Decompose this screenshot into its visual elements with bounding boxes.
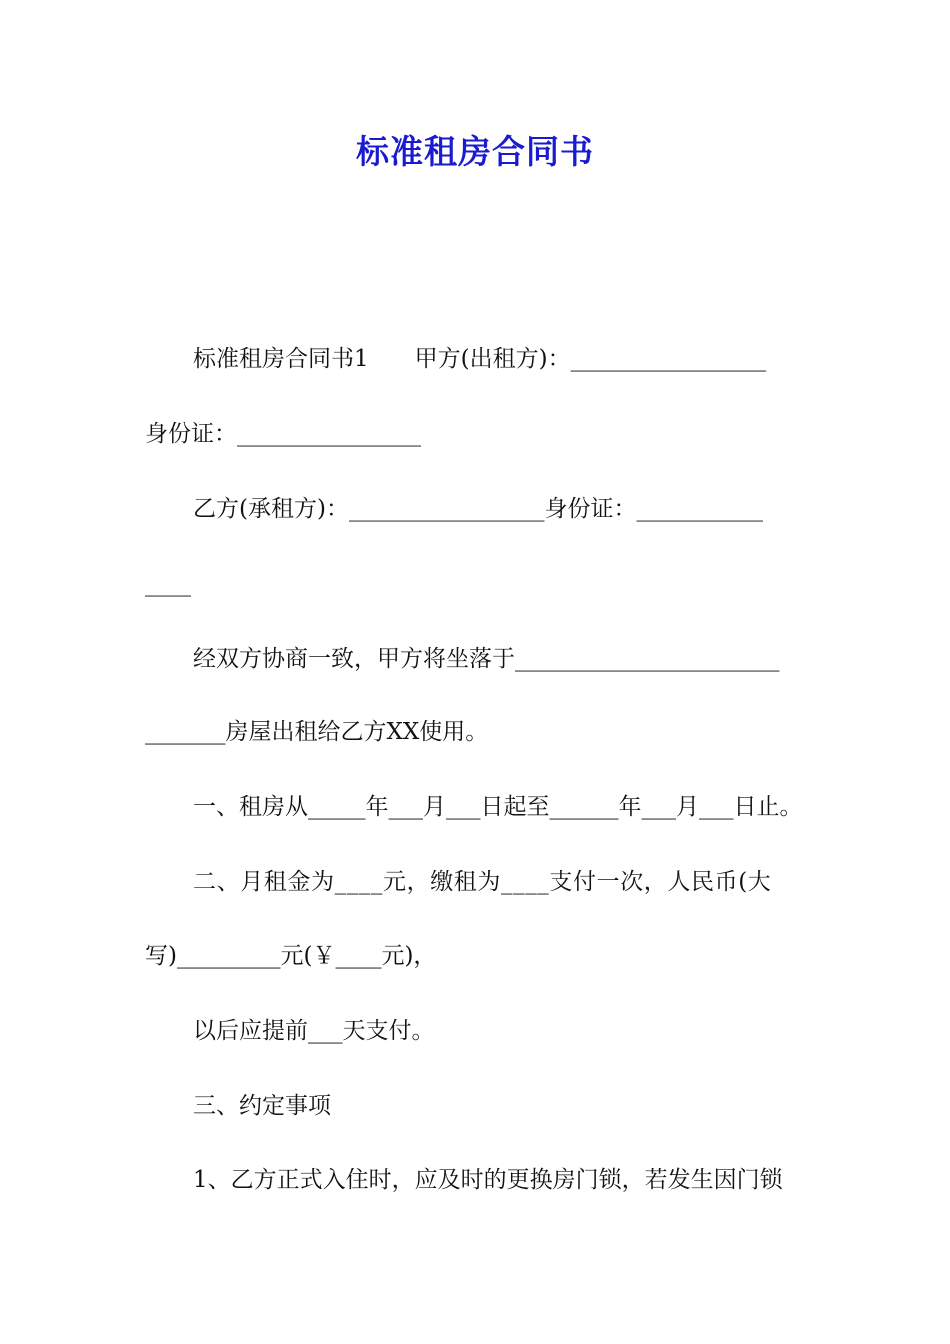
- party-b-id-continuation: ____: [145, 571, 191, 597]
- document-title: 标准租房合同书: [356, 132, 594, 171]
- clause-3-item-1: 1、乙方正式入住时，应及时的更换房门锁，若发生因门锁: [193, 1167, 783, 1193]
- property-usage-line: _______房屋出租给乙方XX使用。: [145, 719, 489, 745]
- property-location-line: 经双方协商一致，甲方将坐落于_______________________: [193, 646, 780, 672]
- clause-2-payment-advance: 以后应提前___天支付。: [193, 1018, 435, 1044]
- clause-3-heading: 三、约定事项: [193, 1093, 331, 1119]
- party-a-line: 标准租房合同书1 甲方(出租方)：_________________: [193, 346, 767, 372]
- party-b-line: 乙方(承租方)：_________________身份证：___________: [193, 496, 763, 522]
- party-a-id-line: 身份证：________________: [145, 421, 421, 447]
- clause-1-lease-term: 一、租房从_____年___月___日起至______年___月___日止。: [193, 794, 803, 820]
- clause-2-rent-amount: 写)_________元(￥____元)，: [145, 943, 437, 969]
- clause-2-rent-line: 二、月租金为____元，缴租为____支付一次，人民币(大: [193, 869, 772, 895]
